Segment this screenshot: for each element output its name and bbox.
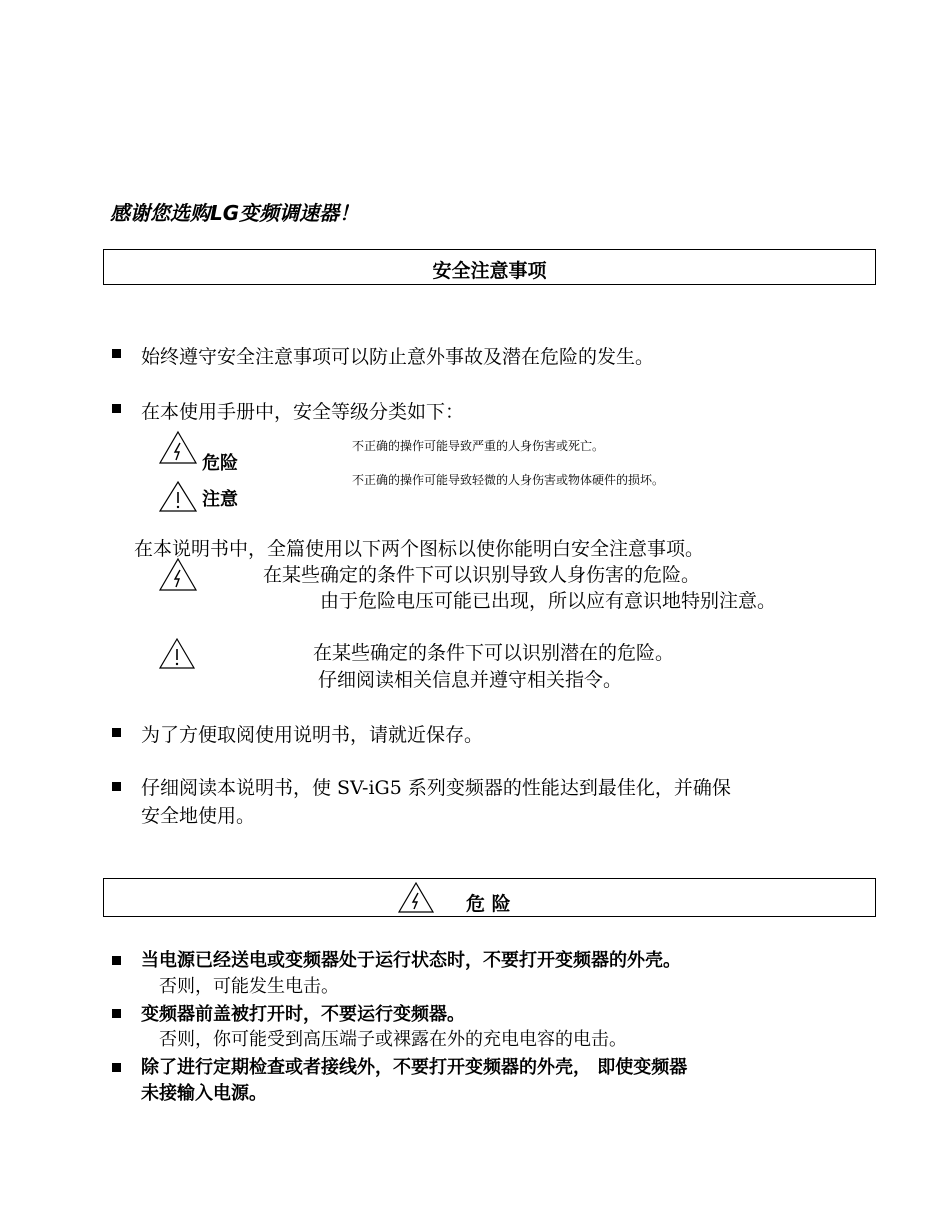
caution-level-label: 注意: [202, 489, 238, 510]
icons-intro-text: 在本说明书中，全篇使用以下两个图标以使你能明白安全注意事项。: [134, 538, 705, 560]
bullet-text: 仔细阅读本说明书，使 SV-iG5 系列变频器的性能达到最佳化，并确保: [141, 777, 731, 799]
voltage-icon-explain-1: 在某些确定的条件下可以识别导致人身伤害的危险。: [263, 564, 701, 586]
voltage-icon-explain-2: 由于危险电压可能已出现，所以应有意识地特别注意。: [320, 590, 777, 612]
bullet-text: 为了方便取阅使用说明书，请就近保存。: [141, 724, 484, 746]
bullet-icon: [112, 782, 121, 791]
safety-title: 安全注意事项: [432, 260, 547, 282]
high-voltage-warning-icon: [158, 430, 198, 465]
danger-warning-continued: 未接输入电源。: [141, 1083, 267, 1104]
safety-title-box: [103, 249, 876, 285]
caution-level-desc: 不正确的操作可能导致轻微的人身伤害或物体硬件的损坏。: [352, 473, 665, 487]
danger-warning: 除了进行定期检查或者接线外，不要打开变频器的外壳， 即使变频器: [141, 1057, 688, 1078]
exclamation-warning-icon: [158, 480, 198, 513]
high-voltage-warning-icon: [397, 881, 435, 914]
exclamation-warning-icon: [158, 637, 196, 670]
danger-title-box: [103, 878, 876, 917]
bullet-icon: [112, 1063, 121, 1072]
bullet-text: 始终遵守安全注意事项可以防止意外事故及潜在危险的发生。: [141, 346, 655, 368]
danger-title: 危 险: [466, 893, 511, 915]
bullet-icon: [112, 956, 121, 965]
danger-warning: 当电源已经送电或变频器处于运行状态时，不要打开变频器的外壳。: [141, 950, 681, 971]
danger-note: 否则，你可能受到高压端子或裸露在外的充电电容的电击。: [159, 1029, 627, 1050]
danger-level-label: 危险: [202, 453, 238, 474]
danger-note: 否则，可能发生电击。: [159, 976, 339, 997]
high-voltage-warning-icon: [158, 557, 198, 592]
bullet-icon: [112, 728, 121, 737]
bullet-icon: [112, 404, 121, 413]
bullet-icon: [112, 1009, 121, 1018]
thanks-heading: 感谢您选购LG变频调速器！: [110, 201, 360, 225]
danger-level-desc: 不正确的操作可能导致严重的人身伤害或死亡。: [352, 439, 605, 453]
bullet-icon: [112, 349, 121, 358]
danger-warning: 变频器前盖被打开时，不要运行变频器。: [141, 1004, 465, 1025]
caution-icon-explain-2: 仔细阅读相关信息并遵守相关指令。: [318, 669, 623, 691]
caution-icon-explain-1: 在某些确定的条件下可以识别潜在的危险。: [313, 642, 675, 664]
bullet-text-continued: 安全地使用。: [141, 805, 256, 827]
bullet-text: 在本使用手册中，安全等级分类如下：: [141, 401, 465, 423]
